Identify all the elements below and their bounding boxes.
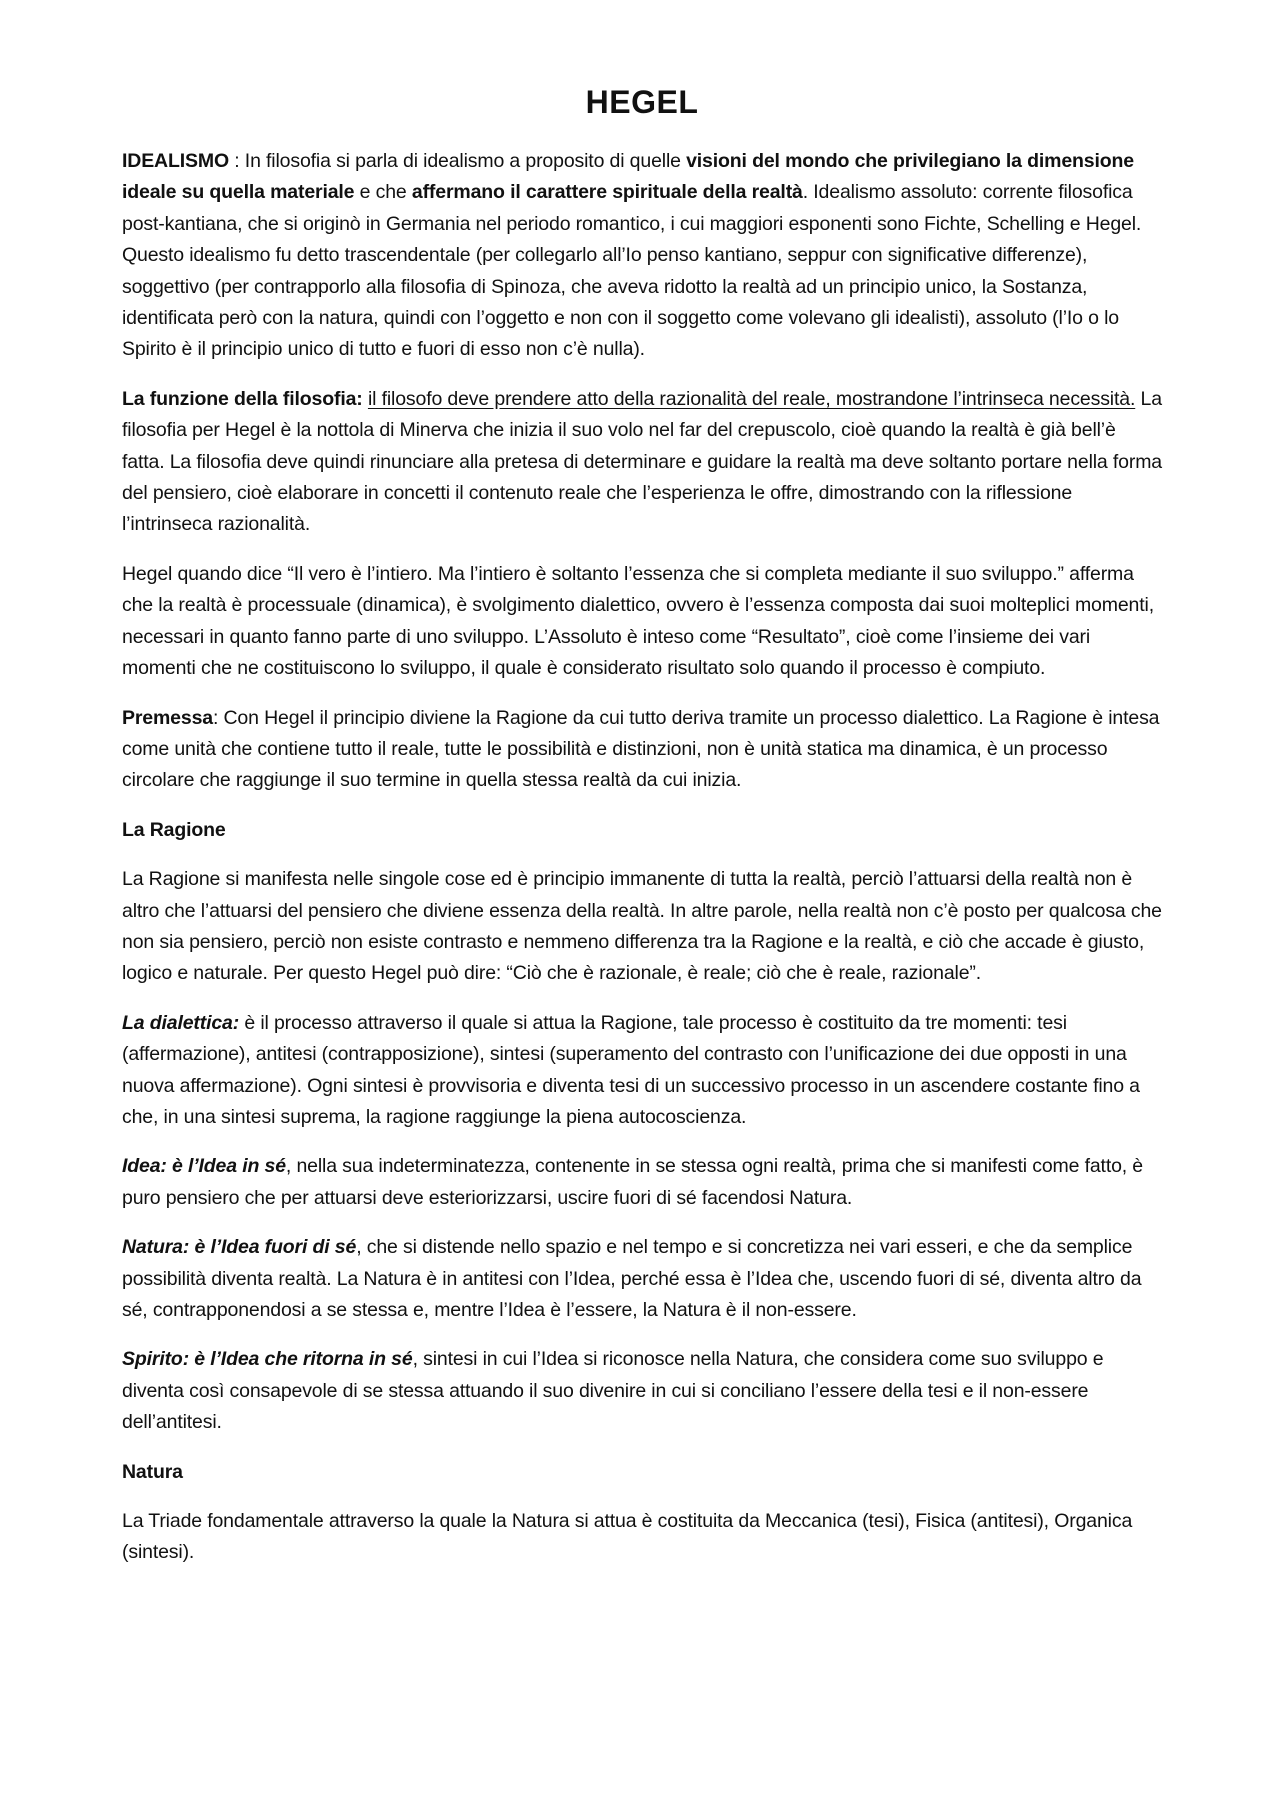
term-funzione-filosofia: La funzione della filosofia: bbox=[122, 387, 363, 410]
section-heading-natura: Natura bbox=[122, 1460, 183, 1483]
paragraph-spirito bbox=[122, 1344, 1162, 1438]
text: : In filosofia si parla di idealismo a proposito di quelle bbox=[229, 150, 687, 172]
text: , che si distende nello spazio e nel tempo e si concretizza nei vari esseri, e che da semplice possibilità diventa realtà. La Natura è in antitesi con l’Idea, perché essa è l’Idea che, uscendo fuori di sé, diventa altro da sé, contrapponendosi a se stessa e, mentre l’Idea è l’essere, la Natura è il non-essere. bbox=[122, 1236, 1142, 1321]
term-idealismo: IDEALISMO bbox=[122, 150, 229, 172]
emphasis: visioni del mondo che privilegiano la dimensione ideale su quella materiale bbox=[122, 150, 1134, 204]
term-premessa: Premessa bbox=[122, 706, 213, 729]
term-dialettica: La dialettica: bbox=[122, 1011, 240, 1034]
term-natura: Natura: è l’Idea fuori di sé bbox=[122, 1236, 357, 1259]
paragraph-ragione: La Ragione si manifesta nelle singole cose ed è principio immanente di tutta la realtà, perciò l’attuarsi della realtà non è altro che l’attuarsi del pensiero che diviene essenza della realtà. In altre parole, nella realtà non c’è posto per qualcosa che non sia pensiero, perciò non esiste contrasto e nemmeno differenza tra la Ragione e la realtà, e ciò che accade è giusto, logico e naturale. Per questo Hegel può dire: “Ciò che è razionale, è reale; ciò che è reale, razionale”. bbox=[122, 868, 1162, 985]
paragraph-natura-idea bbox=[122, 1232, 1162, 1326]
paragraph-idea bbox=[122, 1151, 1162, 1214]
paragraph-premessa bbox=[122, 703, 1162, 797]
text: . Idealismo assoluto: corrente filosofica post-kantiana, che si originò in Germania nel periodo romantico, i cui maggiori esponenti sono Fichte, Schelling e Hegel. Questo idealismo fu detto trascendentale (per collegarlo all’Io penso kantiano, seppur con significative differenze), soggettivo (per contrapporlo alla filosofia di Spinoza, che aveva ridotto la realtà ad un principio unico, la Sostanza, identificata però con la natura, quindi con l’oggetto e non con il soggetto come volevano gli idealisti), assoluto (l’Io o lo Spirito è il principio unico di tutto e fuori di esso non c’è nulla). bbox=[122, 181, 1142, 361]
term-idea: Idea: è l’Idea in sé bbox=[122, 1155, 286, 1178]
text: e che bbox=[354, 181, 412, 204]
underlined-statement: il filosofo deve prendere atto della razionalità del reale, mostrandone l’intrinseca necessità. bbox=[367, 387, 1136, 410]
text: , sintesi in cui l’Idea si riconosce nella Natura, che considera come suo sviluppo e diventa così consapevole di se stessa attuando il suo divenire in cui si conciliano l’essere della tesi e il non-essere dell’antitesi. bbox=[122, 1348, 1104, 1434]
paragraph-dialettica bbox=[122, 1008, 1162, 1134]
paragraph-idealismo bbox=[122, 146, 1162, 366]
term-spirito: Spirito: è l’Idea che ritorna in sé bbox=[122, 1348, 413, 1371]
section-heading-ragione: La Ragione bbox=[122, 818, 226, 841]
document-title: HEGEL bbox=[585, 84, 699, 120]
paragraph-funzione-filosofia bbox=[122, 384, 1162, 541]
paragraph-vero-intiero: Hegel quando dice “Il vero è l’intiero. Ma l’intiero è soltanto l’essenza che si completa mediante il suo sviluppo.” afferma che la realtà è processuale (dinamica), è svolgimento dialettico, ovvero è l’essenza composta dai suoi molteplici momenti, necessari in quanto fanno parte di uno sviluppo. L’Assoluto è inteso come “Resultato”, cioè come l’insieme dei vari momenti che ne costituiscono lo sviluppo, il quale è considerato risultato solo quando il processo è compiuto. bbox=[122, 562, 1154, 680]
text: è il processo attraverso il quale si attua la Ragione, tale processo è costituito da tre momenti: tesi (affermazione), antitesi (contrapposizione), sintesi (superamento del contrasto con l’unificazione dei due opposti in una nuova affermazione). Ogni sintesi è provvisoria e diventa tesi di un successivo processo in un ascendere costante fino a che, in una sintesi suprema, la ragione raggiunge la piena autocoscienza. bbox=[122, 1011, 1140, 1128]
paragraph-triade: La Triade fondamentale attraverso la quale la Natura si attua è costituita da Meccanica (tesi), Fisica (antitesi), Organica (sintesi). bbox=[122, 1510, 1133, 1564]
text: : Con Hegel il principio diviene la Ragione da cui tutto deriva tramite un processo dialettico. La Ragione è intesa come unità che contiene tutto il reale, tutte le possibilità e distinzioni, non è unità statica ma dinamica, è un processo circolare che raggiunge il suo termine in quella stessa realtà da cui inizia. bbox=[122, 706, 1160, 792]
text: La filosofia per Hegel è la nottola di Minerva che inizia il suo volo nel far del crepuscolo, cioè quando la realtà è già bell’è fatta. La filosofia deve quindi rinunciare alla pretesa di determinare e guidare la realtà ma deve soltanto portare nella forma del pensiero, cioè elaborare in concetti il contenuto reale che l’esperienza le offre, dimostrando con la riflessione l’intrinseca razionalità. bbox=[122, 387, 1162, 536]
text: , nella sua indeterminatezza, contenente in se stessa ogni realtà, prima che si manifesti come fatto, è puro pensiero che per attuarsi deve esteriorizzarsi, uscire fuori di sé facendosi Natura. bbox=[122, 1155, 1144, 1209]
emphasis: affermano il carattere spirituale della realtà bbox=[411, 181, 803, 204]
